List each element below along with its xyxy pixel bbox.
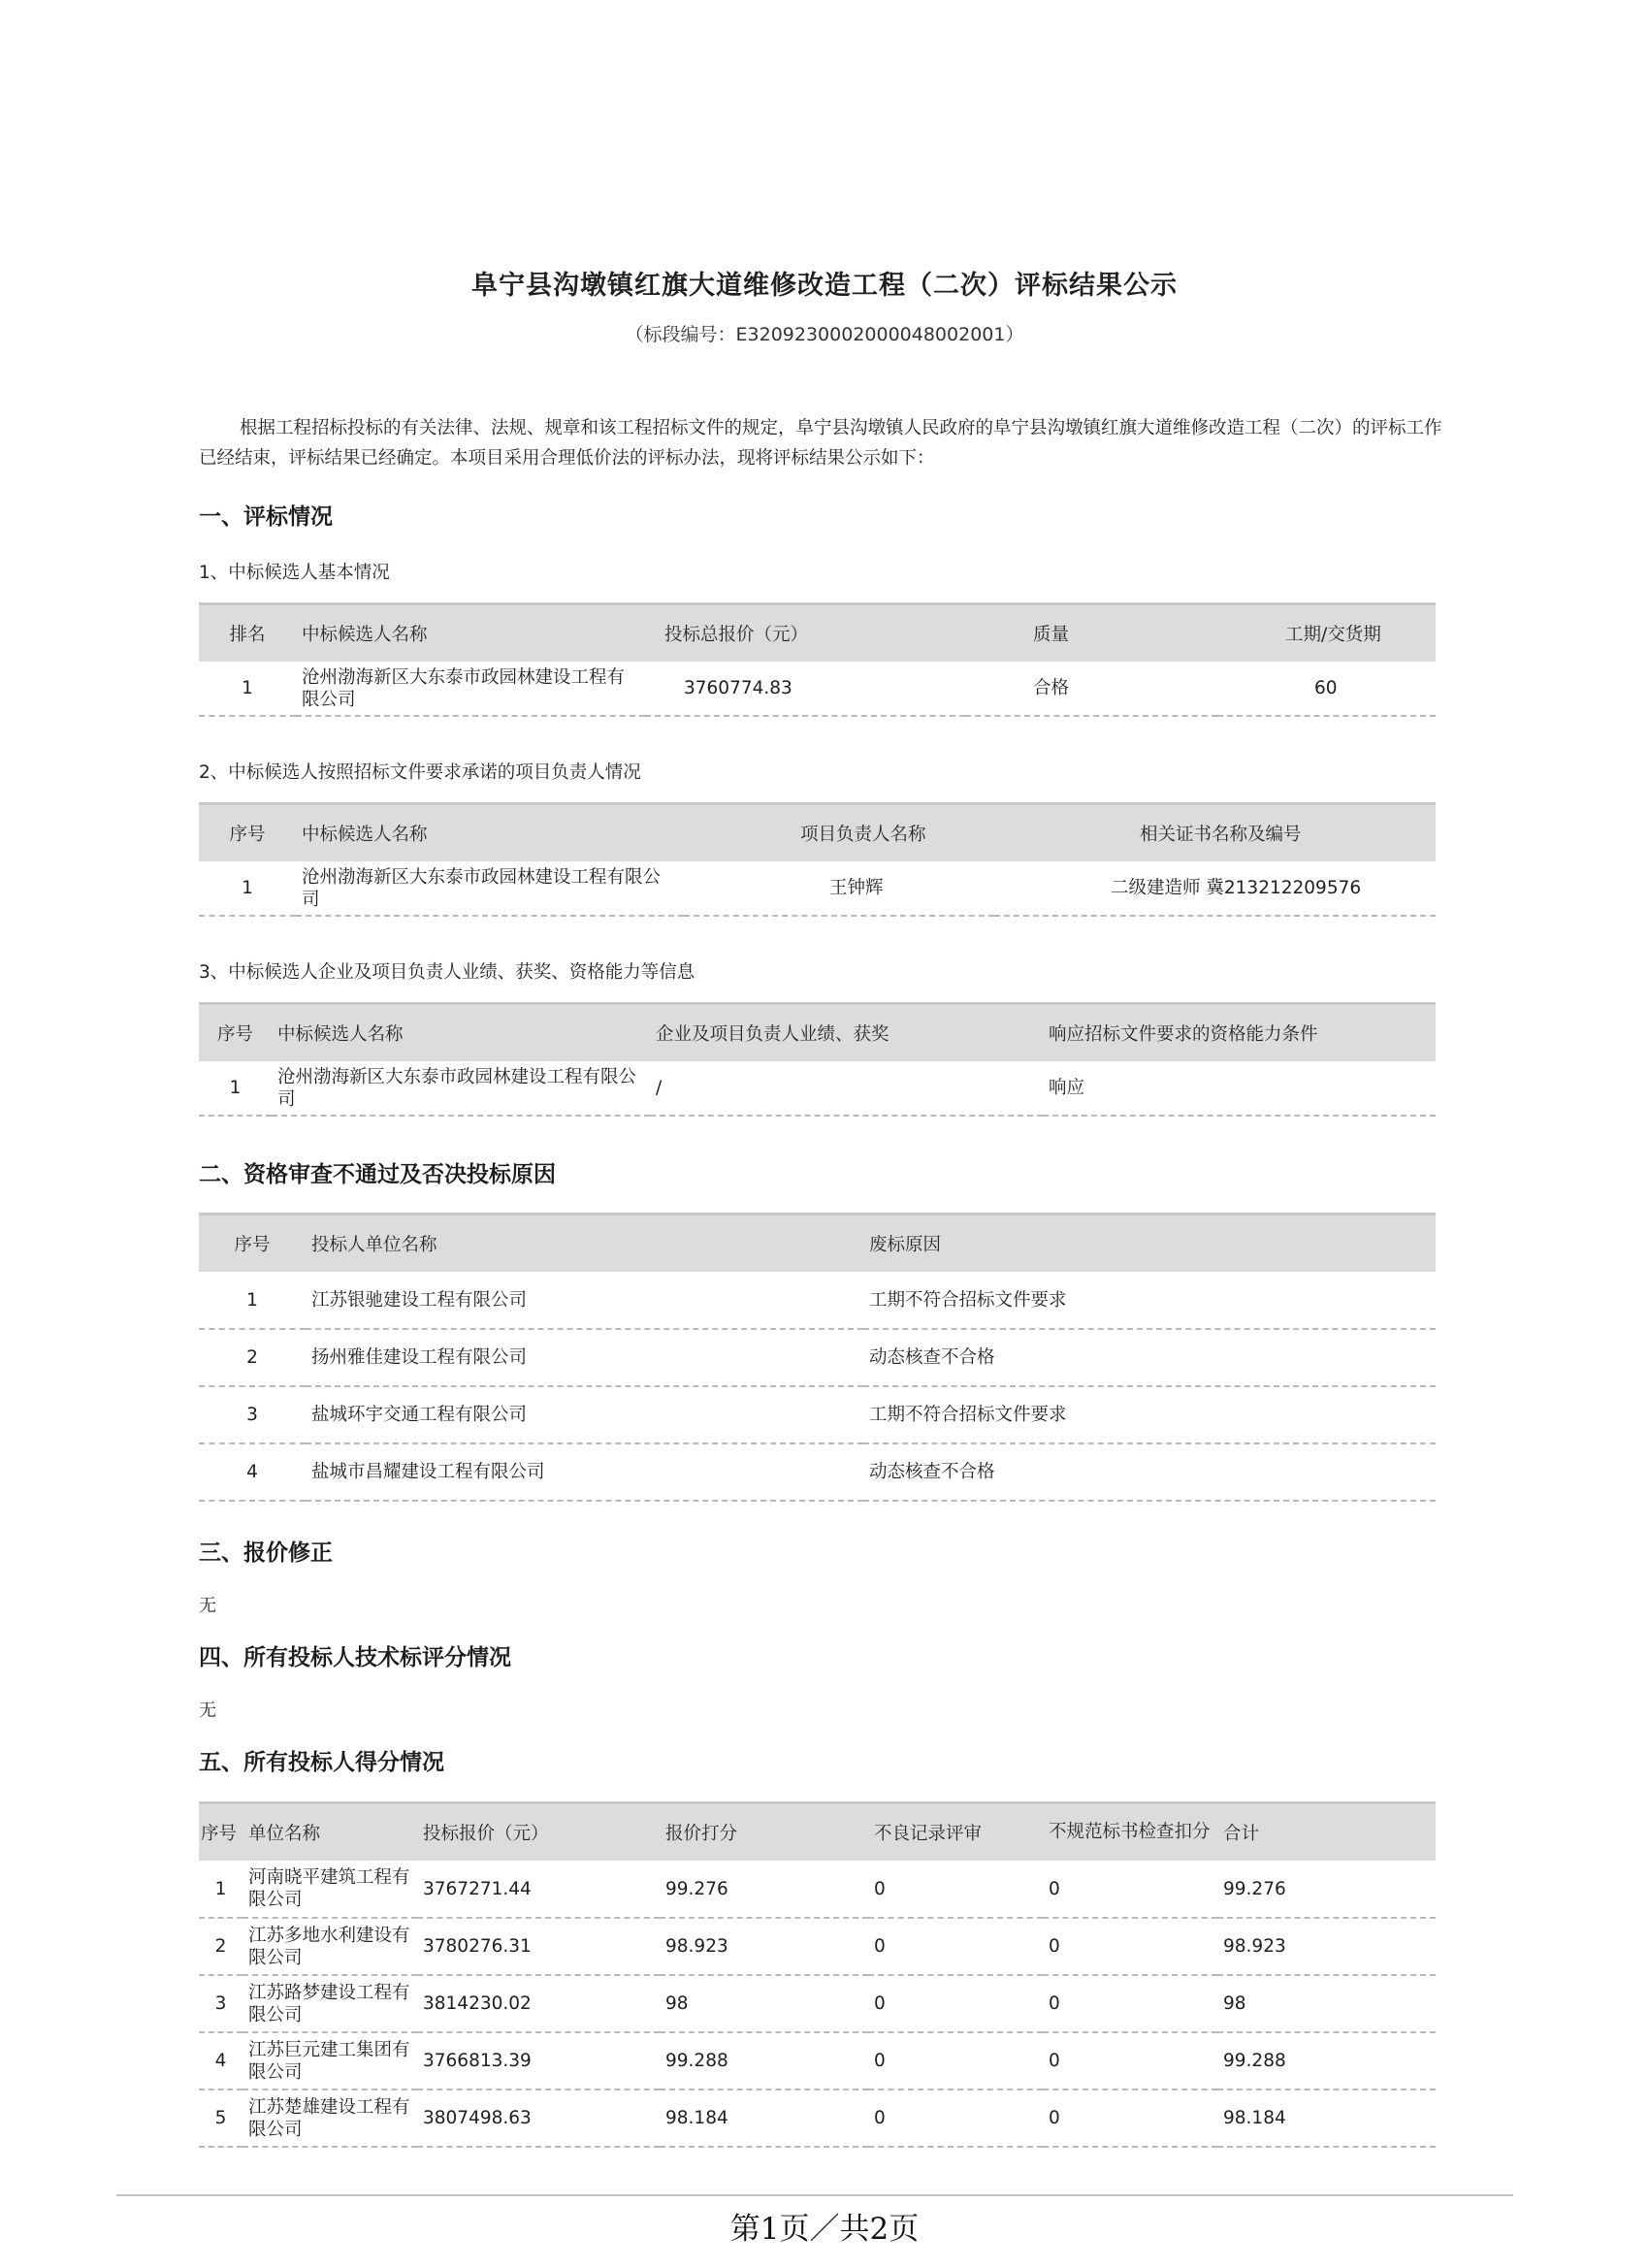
- column-header: 不良记录评审: [868, 1803, 1043, 1862]
- cell-deduction: 0: [1043, 1975, 1217, 2032]
- cell-total: 99.288: [1217, 2032, 1436, 2090]
- cell-price-score: 99.288: [660, 2032, 868, 2090]
- section2-heading: 二、资格审查不通过及否决投标原因: [199, 1162, 556, 1187]
- footer-divider: [116, 2194, 1513, 2196]
- column-header: 工期/交货期: [1217, 604, 1436, 663]
- cell-bid-price: 3780276.31: [417, 1918, 660, 1975]
- section3-content: 无: [199, 1596, 216, 1616]
- column-header: 投标总报价（元）: [645, 604, 965, 663]
- table-row: [199, 1918, 1436, 1975]
- cell-index: 1: [199, 1061, 272, 1116]
- cell-achievements: /: [650, 1061, 1043, 1116]
- cell-bid-price: 3766813.39: [417, 2032, 660, 2090]
- section5-heading: 五、所有投标人得分情况: [199, 1750, 444, 1775]
- cell-deduction: 0: [1043, 2032, 1217, 2090]
- section1-heading: 一、评标情况: [199, 504, 333, 530]
- qualification-table: [199, 1002, 1436, 1117]
- table-row: [199, 1329, 1436, 1386]
- document-title: 阜宁县沟墩镇红旗大道维修改造工程（二次）评标结果公示: [471, 271, 1178, 301]
- column-header: 序号: [199, 1004, 272, 1062]
- cell-bad-record: 0: [868, 2090, 1043, 2147]
- cell-company: 江苏路梦建设工程有限公司: [242, 1975, 417, 2032]
- cell-index: 3: [199, 1386, 306, 1443]
- column-header: 企业及项目负责人业绩、获奖: [650, 1004, 1043, 1062]
- column-header: 投标报价（元）: [417, 1803, 660, 1862]
- page-number: 第1页／共2页: [729, 2212, 920, 2247]
- cell-company: 河南晓平建筑工程有限公司: [242, 1861, 417, 1918]
- column-header: 废标原因: [863, 1215, 1436, 1273]
- cell-company: 江苏多地水利建设有限公司: [242, 1918, 417, 1975]
- cell-duration: 60: [1217, 662, 1436, 716]
- cell-qualification: 响应: [1043, 1061, 1436, 1116]
- column-header: 排名: [199, 604, 296, 663]
- table-row: [199, 662, 1436, 716]
- cell-index: 3: [199, 1975, 242, 2032]
- column-header: 序号: [199, 804, 296, 862]
- cell-total: 99.276: [1217, 1861, 1436, 1918]
- cell-candidate-name: 沧州渤海新区大东泰市政园林建设工程有限公司: [296, 861, 684, 916]
- section4-content: 无: [199, 1701, 216, 1721]
- cell-rank: 1: [199, 662, 296, 716]
- column-header: 不规范标书检查扣分: [1043, 1803, 1217, 1862]
- column-header: 中标候选人名称: [272, 1004, 650, 1062]
- cell-index: 1: [199, 1861, 242, 1918]
- table-row: [199, 1272, 1436, 1329]
- cell-quality: 合格: [965, 662, 1217, 716]
- cell-total: 98.923: [1217, 1918, 1436, 1975]
- cell-total: 98: [1217, 1975, 1436, 2032]
- section4-heading: 四、所有投标人技术标评分情况: [199, 1645, 511, 1670]
- cell-price-score: 99.276: [660, 1861, 868, 1918]
- table-row: [199, 2090, 1436, 2147]
- table-row: [199, 1386, 1436, 1443]
- cell-bid-price: 3814230.02: [417, 1975, 660, 2032]
- cell-deduction: 0: [1043, 1918, 1217, 1975]
- cell-reason: 工期不符合招标文件要求: [863, 1272, 1436, 1329]
- sub2-heading: 2、中标候选人按照招标文件要求承诺的项目负责人情况: [199, 762, 641, 783]
- table-header-row: [199, 804, 1436, 862]
- table-header-row: [199, 1004, 1436, 1062]
- cell-reason: 动态核查不合格: [863, 1329, 1436, 1386]
- cell-bad-record: 0: [868, 1918, 1043, 1975]
- table-header-row: [199, 1803, 1436, 1862]
- column-header: 项目负责人名称: [684, 804, 994, 862]
- project-manager-table: [199, 802, 1436, 917]
- rejected-bidders-table: [199, 1213, 1436, 1502]
- cell-candidate-name: 沧州渤海新区大东泰市政园林建设工程有限公司: [296, 662, 645, 716]
- cell-reason: 动态核查不合格: [863, 1443, 1436, 1501]
- intro-paragraph: [199, 413, 1450, 473]
- cell-index: 4: [199, 1443, 306, 1501]
- intro-text: 根据工程招标投标的有关法律、法规、规章和该工程招标文件的规定，阜宁县沟墩镇人民政府的阜宁县沟墩镇红旗大道维修改造工程（二次）的评标工作已经结束，评标结果已经确定。本项目采用合理低价法的评标办法，现将评标结果公示如下：: [199, 418, 1442, 469]
- sub1-heading: 1、中标候选人基本情况: [199, 563, 390, 583]
- cell-company: 江苏巨元建工集团有限公司: [242, 2032, 417, 2090]
- cell-bad-record: 0: [868, 1861, 1043, 1918]
- cell-certificate: 二级建造师 冀213212209576: [994, 861, 1436, 916]
- candidate-basic-table: [199, 602, 1436, 717]
- column-header: 中标候选人名称: [296, 804, 684, 862]
- cell-bad-record: 0: [868, 2032, 1043, 2090]
- column-header: 单位名称: [242, 1803, 417, 1862]
- cell-total: 98.184: [1217, 2090, 1436, 2147]
- cell-reason: 工期不符合招标文件要求: [863, 1386, 1436, 1443]
- cell-index: 2: [199, 1329, 306, 1386]
- cell-bidder-name: 江苏银驰建设工程有限公司: [306, 1272, 863, 1329]
- cell-bid-price: 3767271.44: [417, 1861, 660, 1918]
- column-header: 合计: [1217, 1803, 1436, 1862]
- table-row: [199, 1061, 1436, 1116]
- column-header: 质量: [965, 604, 1217, 663]
- cell-price-score: 98: [660, 1975, 868, 2032]
- table-row: [199, 1975, 1436, 2032]
- cell-deduction: 0: [1043, 2090, 1217, 2147]
- cell-price-score: 98.923: [660, 1918, 868, 1975]
- cell-candidate-name: 沧州渤海新区大东泰市政园林建设工程有限公司: [272, 1061, 650, 1116]
- cell-manager-name: 王钟辉: [684, 861, 994, 916]
- cell-index: 1: [199, 861, 296, 916]
- cell-index: 2: [199, 1918, 242, 1975]
- column-header: 相关证书名称及编号: [994, 804, 1436, 862]
- column-header: 中标候选人名称: [296, 604, 645, 663]
- cell-company: 江苏楚雄建设工程有限公司: [242, 2090, 417, 2147]
- section3-heading: 三、报价修正: [199, 1540, 333, 1566]
- cell-deduction: 0: [1043, 1861, 1217, 1918]
- cell-index: 1: [199, 1272, 306, 1329]
- scores-table: [199, 1801, 1436, 2148]
- cell-bidder-name: 盐城环宇交通工程有限公司: [306, 1386, 863, 1443]
- sub3-heading: 3、中标候选人企业及项目负责人业绩、获奖、资格能力等信息: [199, 962, 695, 983]
- cell-total-bid: 3760774.83: [645, 662, 965, 716]
- column-header: 报价打分: [660, 1803, 868, 1862]
- column-header: 响应招标文件要求的资格能力条件: [1043, 1004, 1436, 1062]
- table-header-row: [199, 604, 1436, 663]
- cell-bidder-name: 盐城市昌耀建设工程有限公司: [306, 1443, 863, 1501]
- cell-bad-record: 0: [868, 1975, 1043, 2032]
- table-header-row: [199, 1215, 1436, 1273]
- cell-bid-price: 3807498.63: [417, 2090, 660, 2147]
- cell-price-score: 98.184: [660, 2090, 868, 2147]
- table-row: [199, 1861, 1436, 1918]
- column-header: 投标人单位名称: [306, 1215, 863, 1273]
- table-row: [199, 1443, 1436, 1501]
- cell-bidder-name: 扬州雅佳建设工程有限公司: [306, 1329, 863, 1386]
- table-row: [199, 861, 1436, 916]
- column-header: 序号: [199, 1803, 242, 1862]
- column-header: 序号: [199, 1215, 306, 1273]
- section-code: （标段编号：E3209230002000048002001）: [625, 324, 1024, 345]
- cell-index: 4: [199, 2032, 242, 2090]
- table-row: [199, 2032, 1436, 2090]
- cell-index: 5: [199, 2090, 242, 2147]
